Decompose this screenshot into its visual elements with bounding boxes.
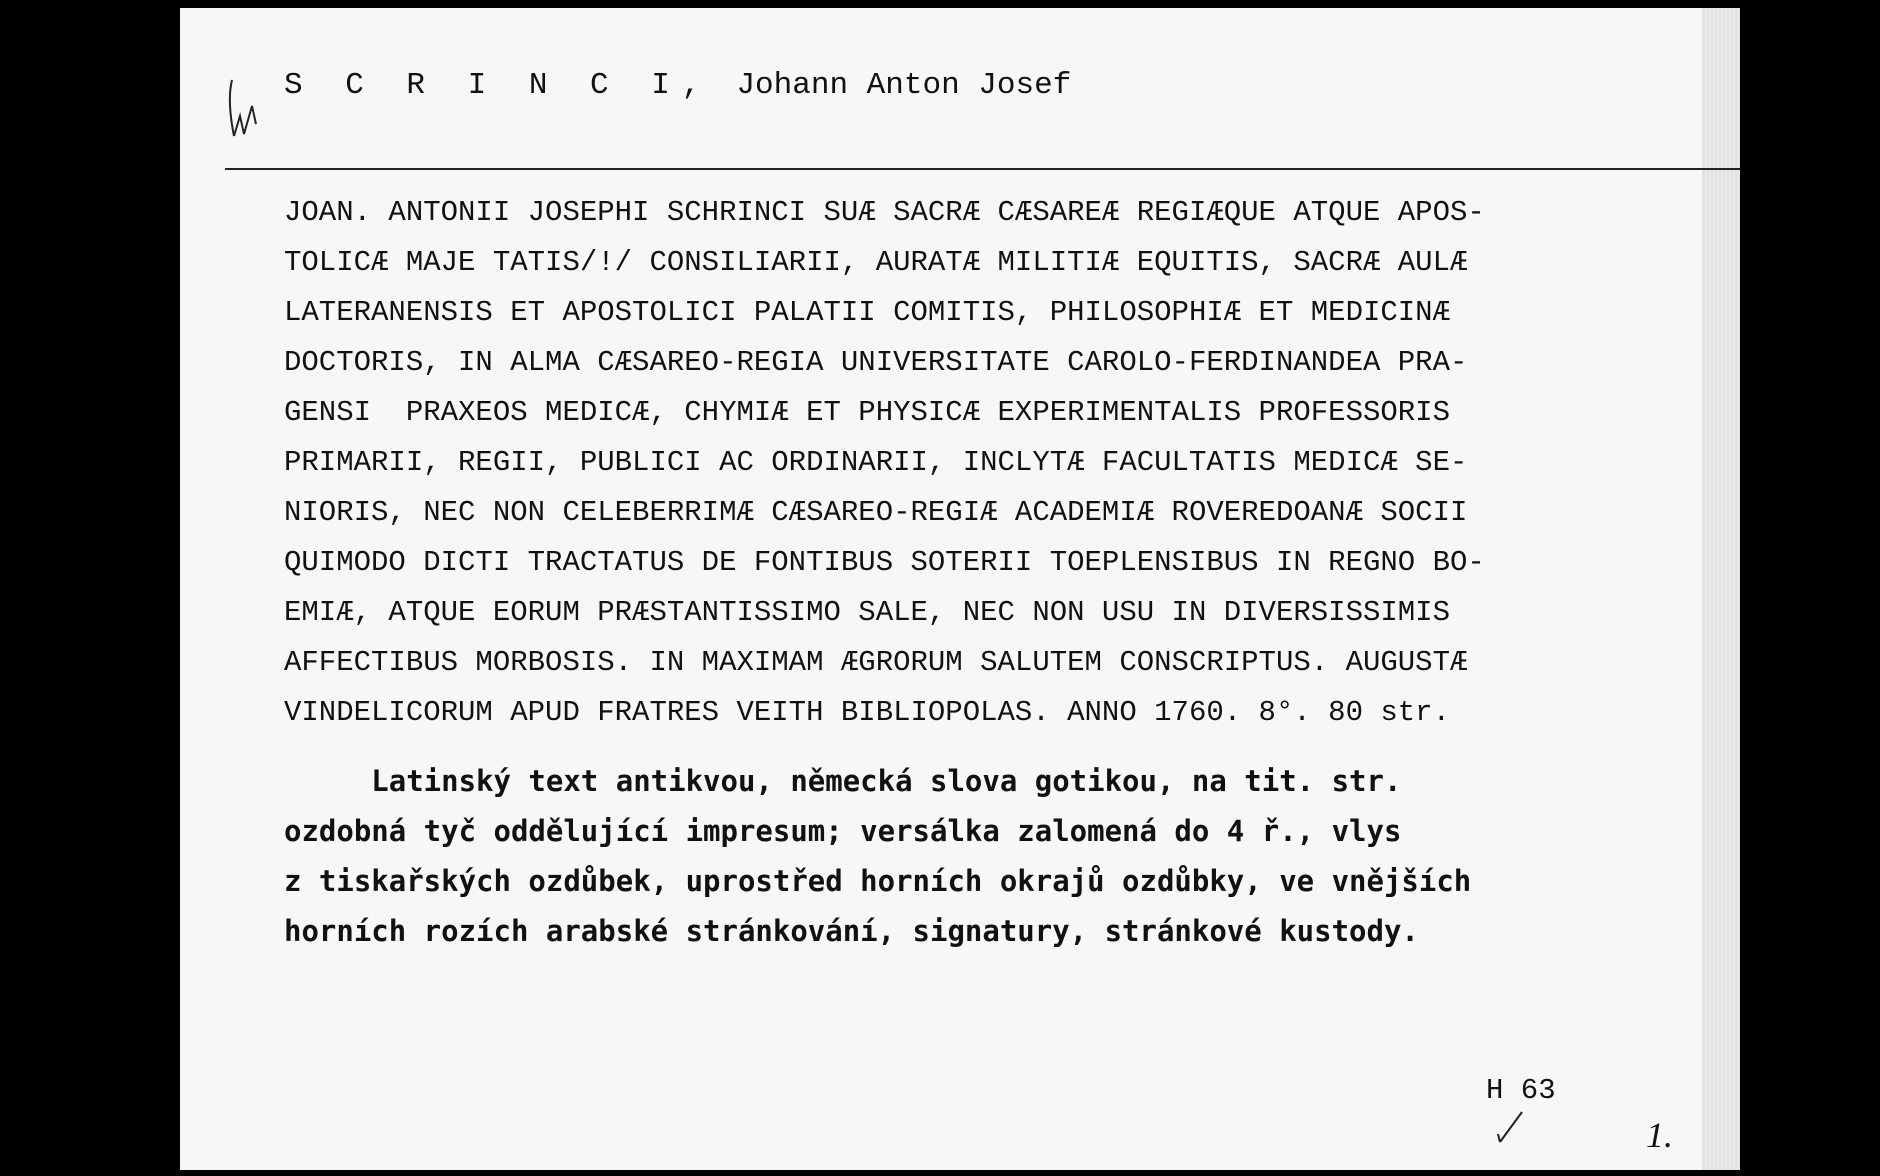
title-line: EMIÆ, ATQUE EORUM PRÆSTANTISSIMO SALE, NEC NON USU IN DIVERSISSIMIS (284, 596, 1450, 629)
shelfmark: H 63 (1486, 1074, 1556, 1107)
title-line: JOAN. ANTONII JOSEPHI SCHRINCI SUÆ SACRÆ CÆSAREÆ REGIÆQUE ATQUE APOS- (284, 196, 1485, 229)
author-forenames: Johann Anton Josef (736, 68, 1072, 103)
physical-description (284, 756, 1664, 956)
card-edge-shadow (1702, 8, 1740, 1170)
header-divider (225, 168, 1740, 170)
title-line: GENSI PRAXEOS MEDICÆ, CHYMIÆ ET PHYSICÆ EXPERIMENTALIS PROFESSORIS (284, 396, 1450, 429)
title-line: NIORIS, NEC NON CELEBERRIMÆ CÆSAREO-REGIÆ ACADEMIÆ ROVEREDOANÆ SOCII (284, 496, 1468, 529)
title-line: QUIMODO DICTI TRACTATUS DE FONTIBUS SOTERII TOEPLENSIBUS IN REGNO BO- (284, 546, 1485, 579)
title-line: VINDELICORUM APUD FRATRES VEITH BIBLIOPOLAS. ANNO 1760. 8°. 80 str. (284, 696, 1450, 729)
title-line: PRIMARII, REGII, PUBLICI AC ORDINARII, INCLYTÆ FACULTATIS MEDICÆ SE- (284, 446, 1468, 479)
description-line: horních rozích arabské stránkování, signatury, stránkové kustody. (284, 914, 1419, 948)
check-mark-icon (1496, 1108, 1526, 1144)
handwritten-initial-mark (226, 76, 266, 148)
author-surname: S C R I N C I, (284, 68, 713, 103)
description-line: ozdobná tyč oddělující impresum; versálka zalomená do 4 ř., vlys (284, 814, 1402, 848)
title-line: LATERANENSIS ET APOSTOLICI PALATII COMITIS, PHILOSOPHIÆ ET MEDICINÆ (284, 296, 1450, 329)
title-line: DOCTORIS, IN ALMA CÆSAREO-REGIA UNIVERSITATE CAROLO-FERDINANDEA PRA- (284, 346, 1468, 379)
catalog-card (180, 8, 1740, 1170)
title-line: TOLICÆ MAJE TATIS/!/ CONSILIARII, AURATÆ MILITIÆ EQUITIS, SACRÆ AULÆ (284, 246, 1468, 279)
card-number: 1. (1646, 1115, 1673, 1155)
title-line: AFFECTIBUS MORBOSIS. IN MAXIMAM ÆGRORUM SALUTEM CONSCRIPTUS. AUGUSTÆ (284, 646, 1468, 679)
title-transcription (284, 188, 1664, 738)
author-heading (284, 68, 1071, 103)
description-line: Latinský text antikvou, německá slova gotikou, na tit. str. (284, 764, 1402, 798)
description-line: z tiskařských ozdůbek, uprostřed horních okrajů ozdůbky, ve vnějších (284, 864, 1472, 898)
card-header (180, 8, 1740, 166)
